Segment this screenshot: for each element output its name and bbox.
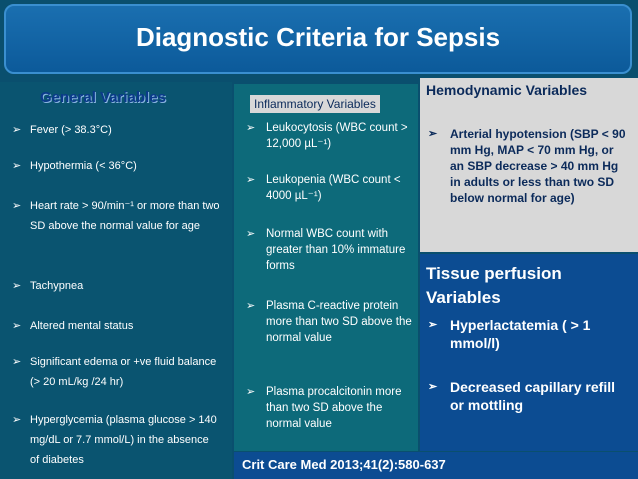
list-item: ➢ Altered mental status (30, 316, 220, 336)
arrow-bullet-icon: ➢ (12, 124, 22, 136)
arrow-bullet-icon: ➢ (246, 228, 256, 240)
title-bar (4, 4, 632, 74)
list-item: ➢ Heart rate > 90/min⁻¹ or more than two SD above the normal value for age (30, 196, 220, 236)
list-item: ➢ Tachypnea (30, 276, 220, 296)
list-item: ➢ Plasma C-reactive protein more than two SD above the normal value (246, 300, 412, 344)
arrow-bullet-icon: ➢ (12, 320, 22, 332)
general-variables-header: General Variables (40, 89, 166, 106)
arrow-bullet-icon: ➢ (12, 356, 22, 368)
page-title: Diagnostic Criteria for Sepsis (135, 22, 501, 52)
list-item: ➢ Decreased capillary refill or mottling (428, 379, 615, 413)
list-item: ➢ Hypothermia (< 36°C) (30, 156, 220, 176)
list-item: ➢ Hyperlactatemia ( > 1 mmol/l) (428, 317, 591, 351)
inflammatory-variables-header: Inflammatory Variables (250, 95, 380, 113)
hemodynamic-variables-header: Hemodynamic Variables (426, 82, 588, 98)
arrow-bullet-icon: ➢ (428, 128, 438, 140)
arrow-bullet-icon: ➢ (12, 160, 22, 172)
list-item: ➢ Plasma procalcitonin more than two SD above the normal value (246, 386, 402, 430)
list-item: ➢ Hyperglycemia (plasma glucose > 140 mg/dL or 7.7 mmol/L) in the absence of diabetes (30, 410, 220, 470)
list-item: ➢ Leukopenia (WBC count < 4000 µL⁻¹) (246, 174, 401, 202)
arrow-bullet-icon: ➢ (246, 174, 256, 186)
tissue-perfusion-header: Tissue perfusion Variables (426, 264, 562, 307)
list-item: ➢ Leukocytosis (WBC count > 12,000 µL⁻¹) (246, 122, 408, 150)
arrow-bullet-icon: ➢ (428, 381, 438, 393)
arrow-bullet-icon: ➢ (428, 319, 438, 331)
arrow-bullet-icon: ➢ (12, 200, 22, 212)
arrow-bullet-icon: ➢ (12, 280, 22, 292)
arrow-bullet-icon: ➢ (246, 122, 256, 134)
arrow-bullet-icon: ➢ (246, 300, 256, 312)
list-item: ➢ Arterial hypotension (SBP < 90 mm Hg, MAP < 70 mm Hg, or an SBP decrease > 40 mm Hg in adults or less than two SD below normal for age) (428, 127, 626, 205)
list-item: ➢ Significant edema or +ve fluid balance (> 20 mL/kg /24 hr) (30, 352, 220, 392)
citation: Crit Care Med 2013;41(2):580-637 (242, 457, 446, 472)
arrow-bullet-icon: ➢ (246, 386, 256, 398)
list-item: ➢ Normal WBC count with greater than 10% immature forms (246, 228, 406, 272)
arrow-bullet-icon: ➢ (12, 414, 22, 426)
list-item: ➢ Fever (> 38.3°C) (30, 120, 220, 140)
